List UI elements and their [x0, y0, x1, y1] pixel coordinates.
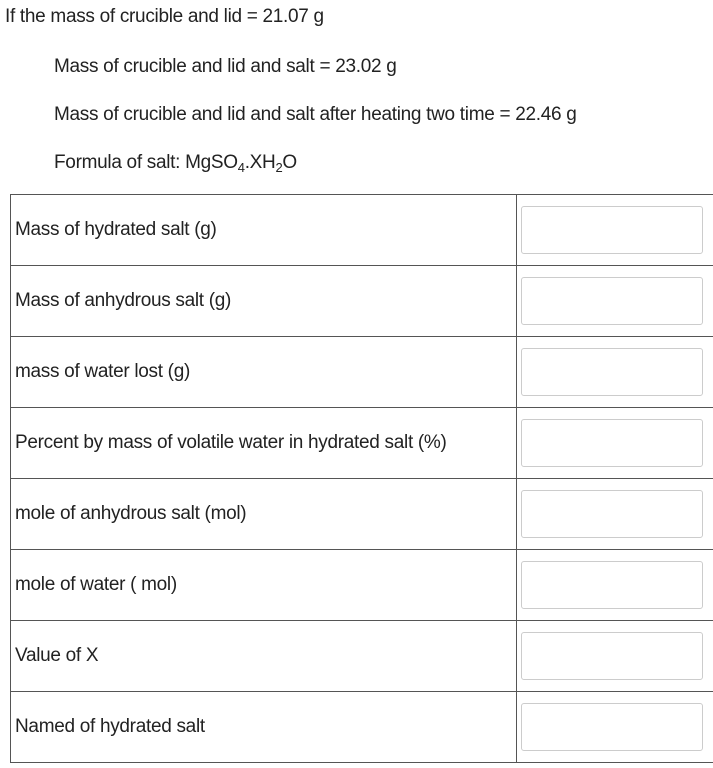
formula-subscript: 2 [275, 160, 283, 175]
answer-input[interactable] [521, 206, 703, 254]
answer-table [10, 194, 713, 763]
answer-input[interactable] [521, 348, 703, 396]
formula-text: Formula of salt: MgSO [54, 152, 238, 173]
row-label: Mass of hydrated salt (g) [11, 195, 517, 266]
row-label: mass of water lost (g) [11, 337, 517, 408]
table-row [11, 195, 713, 266]
answer-cell [517, 550, 713, 621]
answer-cell [517, 621, 713, 692]
formula-text: O [282, 152, 297, 173]
row-label: Value of X [11, 621, 517, 692]
table-row [11, 692, 713, 763]
row-label: Percent by mass of volatile water in hydrated salt (%) [11, 408, 517, 479]
salt-formula [54, 152, 297, 174]
table-row [11, 479, 713, 550]
table-row [11, 266, 713, 337]
answer-input[interactable] [521, 419, 703, 467]
answer-cell [517, 408, 713, 479]
after-heating-mass: Mass of crucible and lid and salt after heating two time = 22.46 g [54, 104, 577, 125]
answer-input[interactable] [521, 277, 703, 325]
table-row [11, 408, 713, 479]
answer-input[interactable] [521, 561, 703, 609]
row-label: Named of hydrated salt [11, 692, 517, 763]
crucible-lid-mass: If the mass of crucible and lid = 21.07 g [5, 6, 324, 27]
answer-input[interactable] [521, 490, 703, 538]
formula-text: .XH [244, 152, 276, 173]
answer-input[interactable] [521, 632, 703, 680]
answer-cell [517, 337, 713, 408]
table-row [11, 550, 713, 621]
answer-cell [517, 266, 713, 337]
answer-cell [517, 195, 713, 266]
row-label: mole of anhydrous salt (mol) [11, 479, 517, 550]
table-row [11, 337, 713, 408]
formula-subscript: 4 [237, 160, 245, 175]
answer-cell [517, 692, 713, 763]
row-label: Mass of anhydrous salt (g) [11, 266, 517, 337]
crucible-lid-salt-mass: Mass of crucible and lid and salt = 23.02 g [54, 56, 397, 77]
row-label: mole of water ( mol) [11, 550, 517, 621]
answer-input[interactable] [521, 703, 703, 751]
answer-cell [517, 479, 713, 550]
table-row [11, 621, 713, 692]
